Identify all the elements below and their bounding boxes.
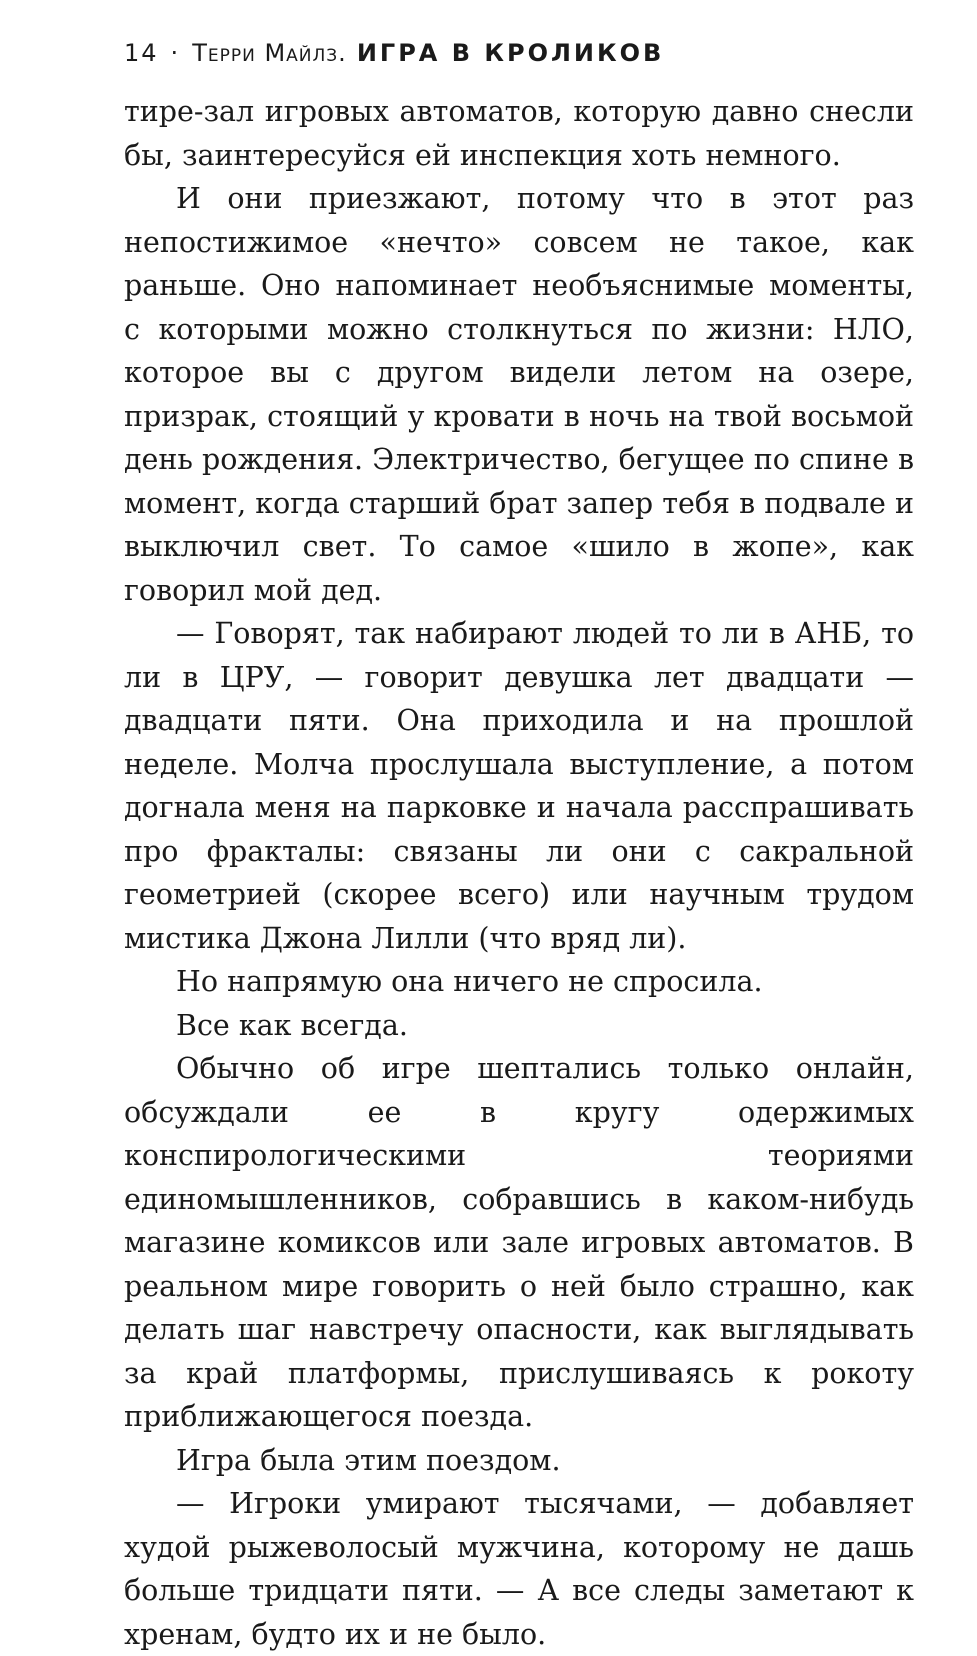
- paragraph-6: Обычно об игре шептались только онлайн, обсуждали ее в кругу одержимых конспирологическими теориями единомышленников, собравшись в каком-нибудь магазине комиксов или зале игровых автоматов. В реальном мире говорить о ней было страшно, как делать шаг навстречу опасности, как выглядывать за край платформы, прислушиваясь к рокоту приближающегося поезда.: [124, 1052, 914, 1433]
- paragraph-3: — Говорят, так набирают людей то ли в АНБ, то ли в ЦРУ, — говорит девушка лет двадцати — двадцати пяти. Она приходила и на прошлой неделе. Молча прослушала выступление, а потом догнала меня на парковке и начала расспрашивать про фракталы: связаны ли они с сакральной геометрией (скорее всего) или научным трудом мистика Джона Лилли (что вряд ли).: [124, 617, 914, 955]
- page-number: 14: [124, 39, 159, 67]
- header-separator: ·: [170, 39, 181, 67]
- paragraph-4: Но напрямую она ничего не спросила.: [176, 965, 763, 998]
- body-text: [124, 90, 914, 1656]
- header-book-title: ИГРА В КРОЛИКОВ: [356, 39, 665, 67]
- paragraph-7: Игра была этим поездом.: [176, 1443, 561, 1477]
- paragraph-8: — Игроки умирают тысячами, — добавляет худой рыжеволосый мужчина, которому не дашь больше тридцати пяти. — А все следы заметают к хренам, будто их и не было.: [124, 1487, 914, 1651]
- paragraph-1: тире-зал игровых автоматов, которую давно снесли бы, заинтересуйся ей инспекция хоть немного.: [124, 95, 914, 172]
- paragraph-5: Все как всегда.: [176, 1008, 408, 1042]
- paragraph-2: И они приезжают, потому что в этот раз непостижимое «нечто» совсем не такое, как раньше. Оно напоминает необъяснимые моменты, с которыми можно столкнуться по жизни: НЛО, которое вы с другом видели летом на озере, призрак, стоящий у кровати в ночь на твой восьмой день рождения. Электричество, бегущее по спине в момент, когда старший брат запер тебя в подвале и выключил свет. То самое «шило в жопе», как говорил мой дед.: [124, 182, 914, 607]
- running-header: [124, 36, 924, 70]
- header-author: Терри Майлз.: [192, 39, 347, 67]
